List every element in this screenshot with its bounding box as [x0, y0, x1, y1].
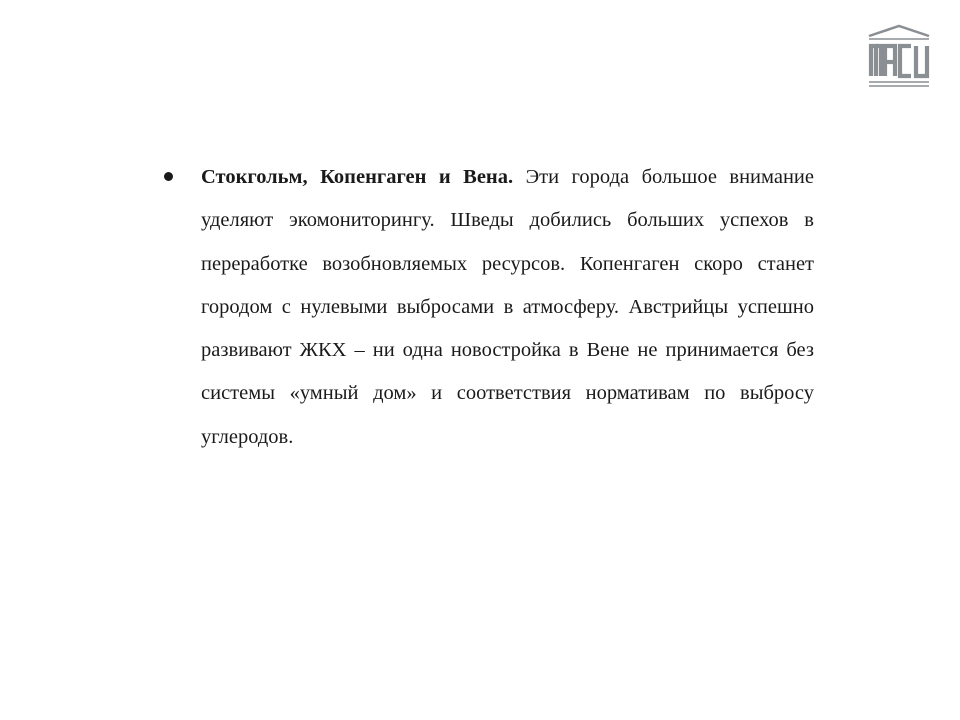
masi-logo-icon: [866, 24, 932, 88]
bullet-paragraph: [201, 156, 814, 459]
bullet-lead-text: Стокгольм, Копенгаген и Вена.: [201, 166, 514, 188]
bullet-item: [164, 156, 814, 459]
masi-logo: [866, 24, 932, 88]
bullet-icon: [164, 172, 173, 181]
slide-content: [164, 156, 814, 459]
bullet-body-text: Эти города большое внимание уделяют экомониторингу. Шведы добились больших успехов в переработке возобновляемых ресурсов. Копенгаген скоро станет городом с нулевыми выбросами в атмосферу. Австрийцы успешно развивают ЖКХ – ни одна новостройка в Вене не принимается без системы «умный дом» и соответствия нормативам по выбросу углеродов.: [201, 166, 814, 448]
